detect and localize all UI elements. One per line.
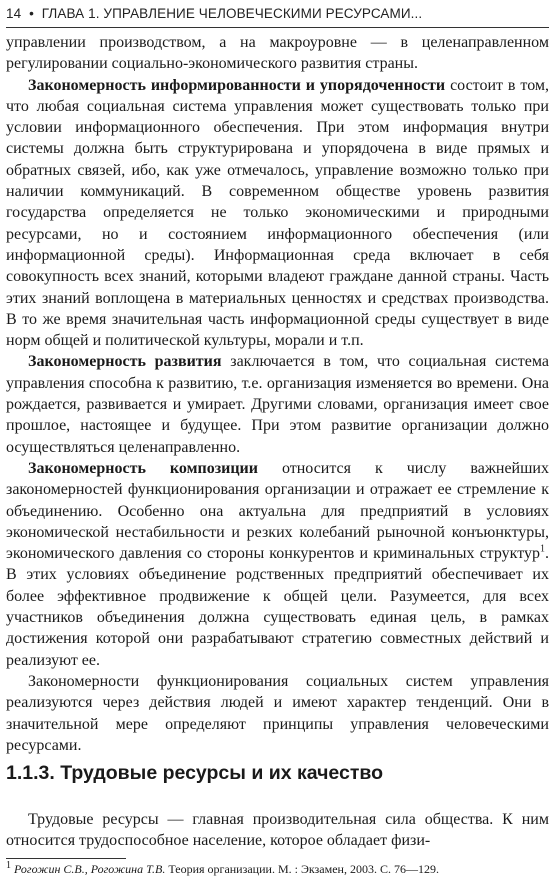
main-text	[6, 32, 549, 756]
header-bullet: •	[29, 6, 34, 21]
paragraph-text: . В этих условиях объединение родственных предприятий обеспечивает их более эффективное продвижение к общей цели. Разумеется, для всех участников объединения должна существовать единая цель, в рамках достижения которой они разрабатывают стратегию совместных действий и реализуют ее.	[6, 545, 549, 669]
paragraph-information-pattern	[6, 75, 549, 352]
section-body	[6, 809, 549, 852]
footnote-divider	[6, 858, 126, 859]
footnote-reference[interactable]: 1	[540, 543, 545, 555]
page-number: 14	[6, 6, 22, 21]
paragraph-text: заключается в том, что социальная система управления способна к развитию, т.е. организация изменяется во времени. Она рождается, развивается и умирает. Другими словами, организация имеет свое прошлое, настоящее и будущее. При этом развитие организации должно осуществляться целенаправленно.	[6, 353, 550, 456]
term-development: Закономерность развития	[28, 353, 222, 371]
footnote	[6, 861, 549, 877]
paragraph-continuation: управлении производством, а на макроуровне — в целенаправленном регулировании социально-экономического развития страны.	[6, 34, 549, 73]
footnote-number: 1	[6, 861, 11, 871]
section-paragraph: Трудовые ресурсы — главная производительная сила общества. К ним относится трудоспособное население, которое обладает физи-	[6, 811, 549, 850]
paragraph-text: относится к числу важнейших закономерностей функционирования организации и отражает ее стремление к объединению. Особенно она актуальна для предприятий в условиях экономической нестабильности и резких колебаний рыночной конъюнктуры, экономического давления со стороны конкурентов и криминальных структур	[6, 459, 549, 563]
term-information: Закономерность информированности и упорядоченности	[28, 76, 446, 94]
footnote-citation: Теория организации. М. : Экзамен, 2003. С. 76—129.	[165, 862, 439, 876]
paragraph-composition-pattern	[6, 458, 549, 671]
chapter-title: ГЛАВА 1. УПРАВЛЕНИЕ ЧЕЛОВЕЧЕСКИМИ РЕСУРСАМИ...	[41, 6, 423, 21]
paragraph-conclusion: Закономерности функционирования социальных систем управления реализуются через действия людей и имеют характер тенденций. Они в значительной мере определяют принципы управления человеческими ресурсами.	[6, 672, 549, 754]
running-header	[6, 3, 549, 28]
paragraph-development-pattern	[6, 351, 549, 457]
paragraph-text: состоит в том, что любая социальная система управления может существовать только при условии информационного обеспечения. При этом информация внутри системы должна быть структурирована и упорядочена в виде прямых и обратных связей, ибо, как уже отмечалось, управление возможно только при наличии коммуникаций. В современном обществе уровень развития государства определяется не только экономическими и природными ресурсами, но и состоянием информационного обеспечения (или информационной среды). Информационная среда включает в себя совокупность всех знаний, которыми владеют граждане данной страны. Часть этих знаний воплощена в материальных ценностях и средствах производства. В то же время значительная часть информационной среды существует в виде норм общей и политической культуры, морали и т.п.	[6, 76, 550, 350]
section-heading: 1.1.3. Трудовые ресурсы и их качество	[6, 762, 384, 784]
term-composition: Закономерность композиции	[28, 459, 258, 477]
footnote-authors: Рогожин С.В., Рогожина Т.В.	[14, 862, 166, 876]
